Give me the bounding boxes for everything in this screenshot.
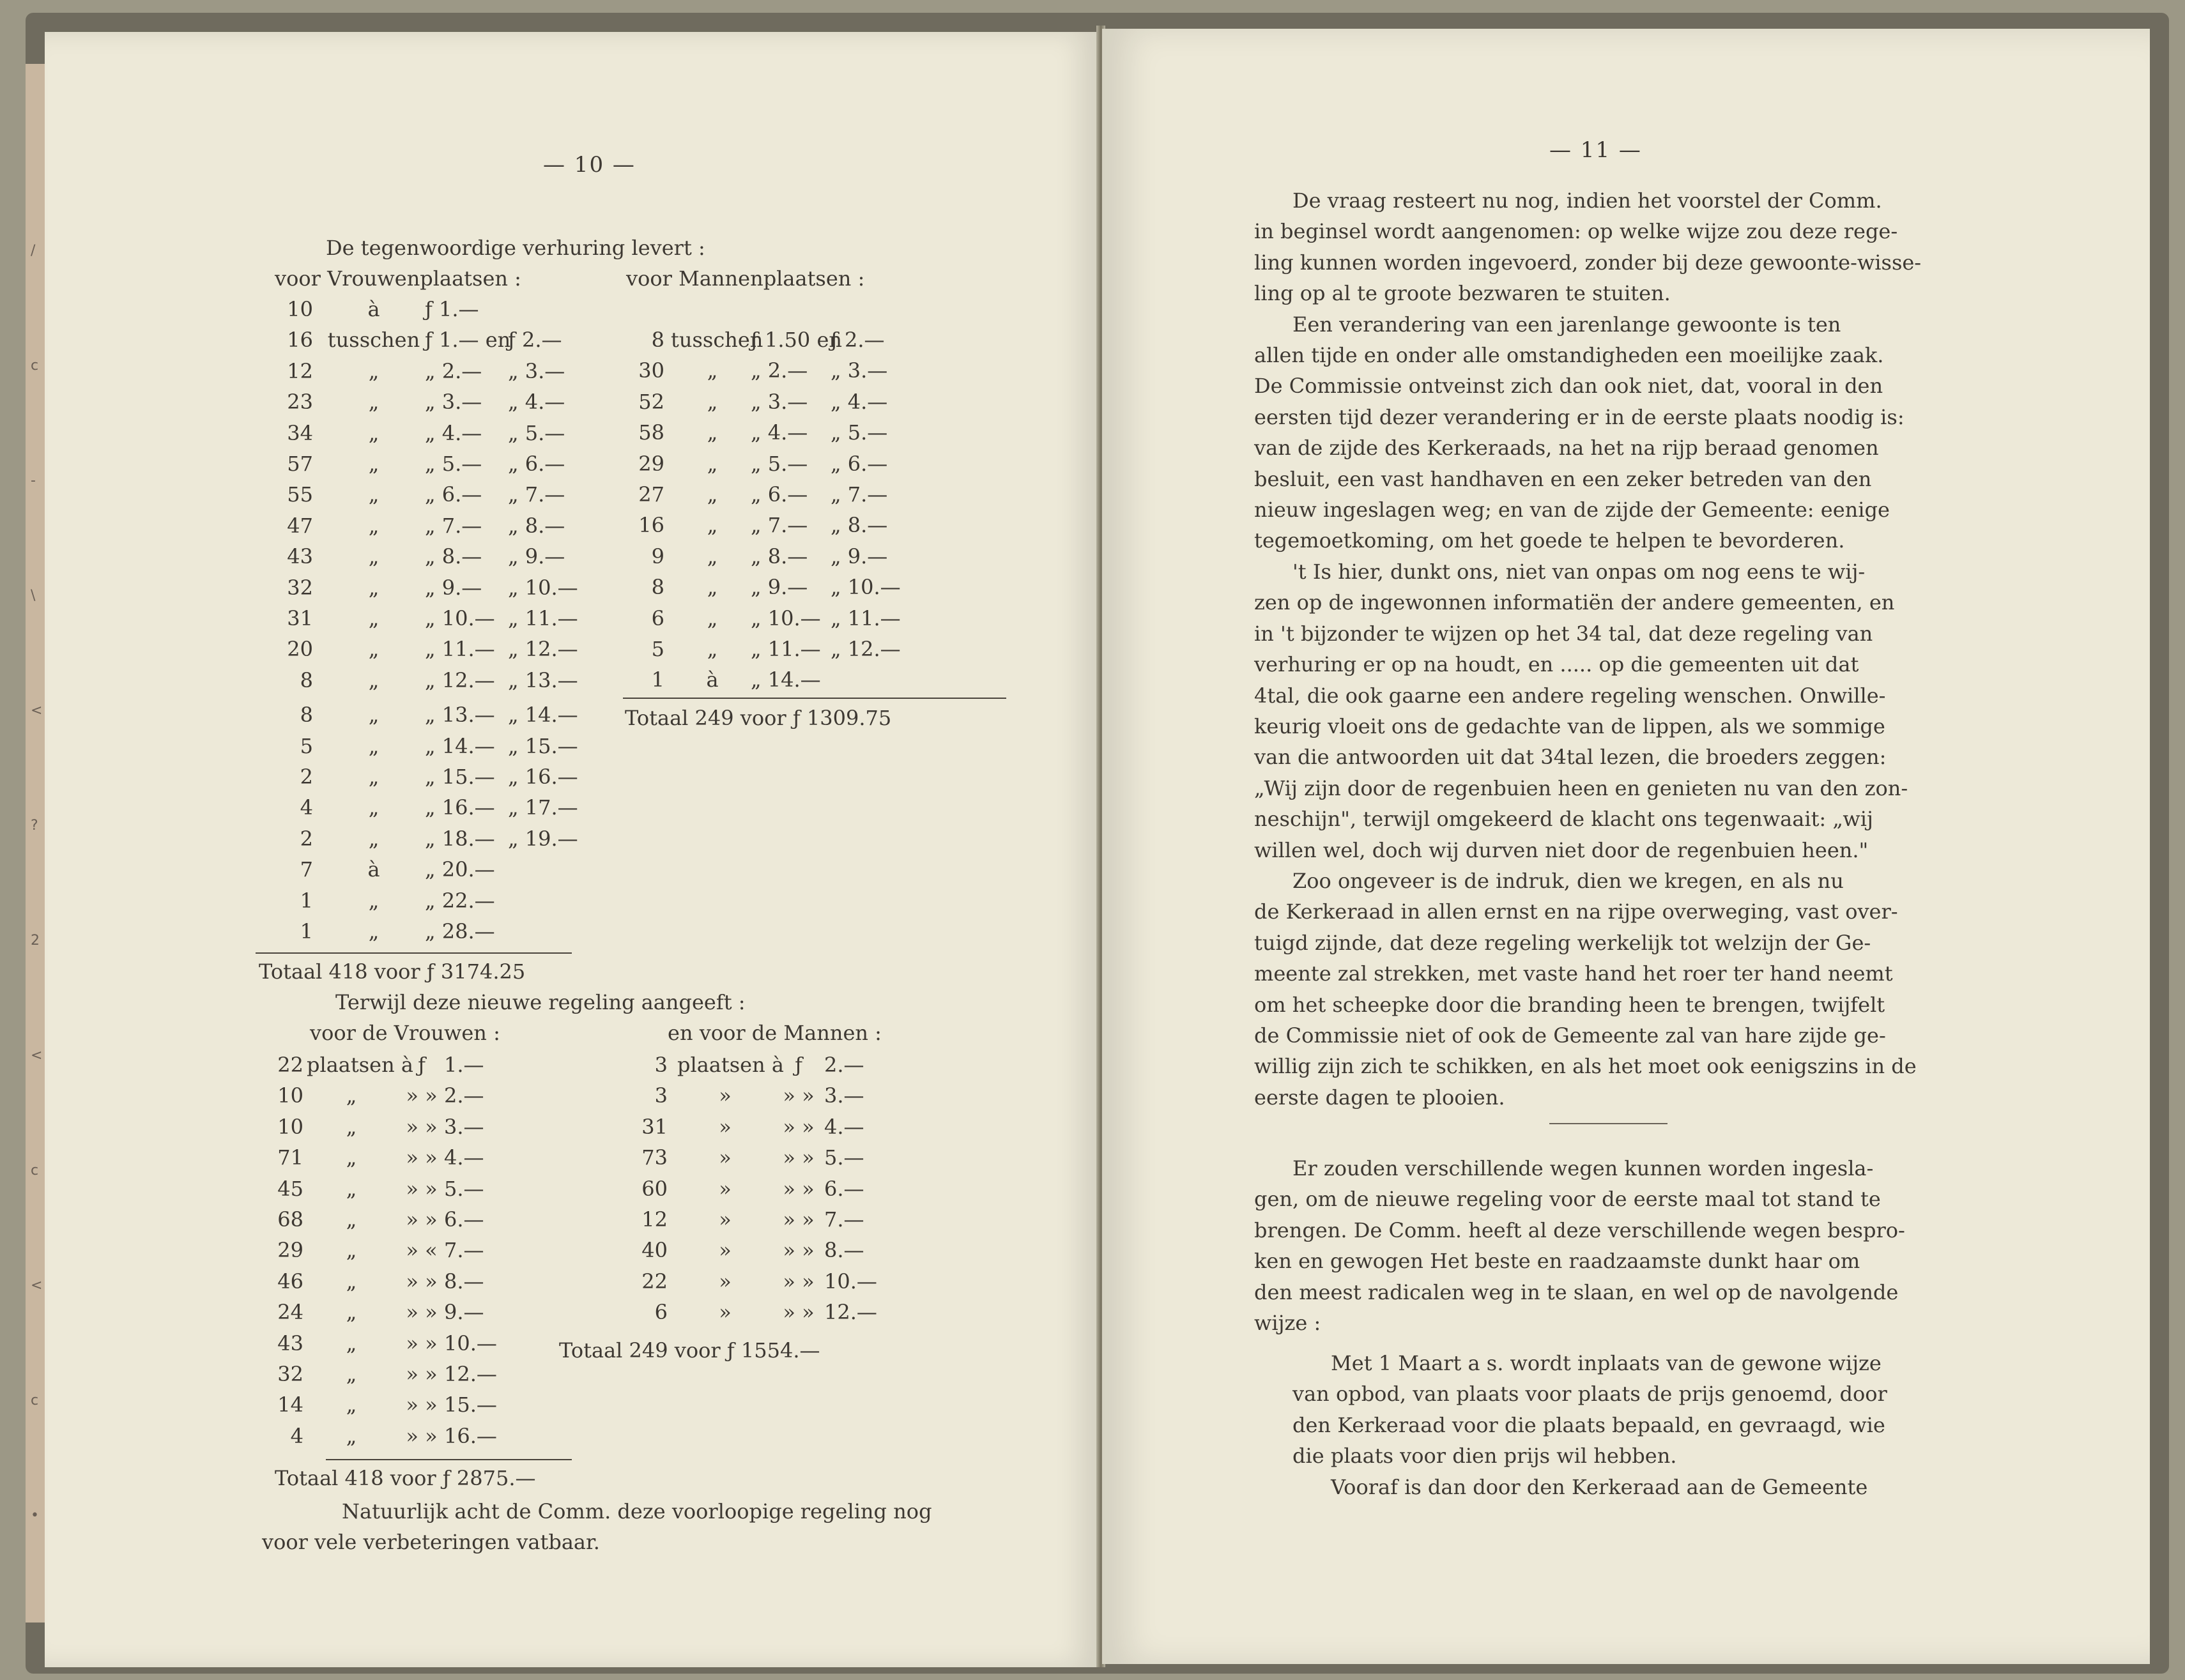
- table-cell-count: 12: [287, 358, 313, 383]
- table-cell-price: » »: [406, 1207, 438, 1232]
- table-cell-price: 7.—: [444, 1238, 484, 1263]
- table-cell-price: 5.—: [444, 1176, 484, 1201]
- table-cell-price: ƒ: [418, 1053, 425, 1077]
- table-cell-price: 6.—: [444, 1207, 484, 1232]
- text-line: in 't bijzonder te wijzen op het 34 tal, dat deze regeling van: [1254, 621, 1873, 646]
- table-cell-count: 1: [300, 919, 313, 943]
- table-cell-price: ƒ 1.— en: [425, 328, 511, 353]
- table-cell-prep: »: [719, 1238, 732, 1263]
- table-cell-price: „ 6.—: [508, 452, 565, 476]
- women-new-total: Totaal 418 voor ƒ 2875.—: [275, 1466, 536, 1490]
- table-cell-price: 12.—: [444, 1362, 497, 1386]
- table-cell-prep: „: [368, 888, 379, 913]
- table-cell-price: „ 19.—: [508, 826, 578, 851]
- table-cell-count: 30: [638, 358, 664, 383]
- text-line: neschijn", terwijl omgekeerd de klacht ons tegenwaait: „wij: [1254, 807, 1873, 832]
- text-line: allen tijde en onder alle omstandigheden een moeilijke zaak.: [1254, 343, 1884, 368]
- text-line: ling kunnen worden ingevoerd, zonder bij deze gewoonte-wisse-: [1254, 250, 1922, 275]
- table-cell-price: „ 6.—: [831, 451, 888, 476]
- paragraph-2: [1254, 1153, 1905, 1338]
- table-cell-count: 31: [287, 606, 313, 630]
- table-cell-price: 3.—: [824, 1083, 864, 1108]
- table-cell-price: 2.—: [444, 1083, 484, 1108]
- text-line: de Commissie niet of ook de Gemeente zal van hare zijde ge-: [1254, 1023, 1886, 1048]
- table-cell-count: 43: [277, 1331, 303, 1355]
- table-cell-count: 20: [287, 637, 313, 662]
- text-line: zen op de ingewonnen informatiën der andere gemeenten, en: [1254, 590, 1895, 615]
- table-cell-price: „ 7.—: [751, 513, 808, 538]
- right-page: [1102, 29, 2150, 1664]
- table-cell-prep: „: [707, 451, 718, 476]
- table-cell-count: 8: [300, 703, 313, 728]
- table-cell-count: 23: [287, 390, 313, 415]
- table-cell-price: „ 3.—: [751, 389, 808, 414]
- table-cell-prep: à: [706, 668, 719, 692]
- table-cell-prep: „: [368, 733, 379, 758]
- table-cell-price: » »: [406, 1331, 438, 1355]
- table-cell-price: ƒ 2.—: [831, 328, 885, 352]
- table-cell-prep: „: [368, 575, 379, 600]
- table-cell-prep: tusschen: [671, 328, 763, 352]
- table-cell-price: 7.—: [824, 1207, 864, 1232]
- table-cell-count: 14: [277, 1393, 303, 1417]
- table-cell-price: „ 14.—: [751, 668, 821, 692]
- table-cell-prep: „: [368, 668, 379, 692]
- closing-line-2: voor vele verbeteringen vatbaar.: [262, 1530, 600, 1554]
- table-cell-count: 45: [277, 1176, 303, 1201]
- table-cell-prep: „: [346, 1114, 357, 1139]
- text-line: die plaats voor dien prijs wil hebben.: [1292, 1444, 1677, 1469]
- paragraph-3: [1254, 1348, 1887, 1502]
- text-line: gen, om de nieuwe regeling voor de eerste maal tot stand te: [1254, 1187, 1881, 1212]
- table-cell-prep: „: [707, 358, 718, 383]
- page-edge-mark: 2: [31, 933, 40, 949]
- men-header: voor Mannenplaatsen :: [626, 266, 865, 291]
- table-cell-count: 4: [300, 795, 313, 820]
- page-edge-mark: <: [31, 1048, 43, 1064]
- text-line: wijze :: [1254, 1311, 1321, 1336]
- text-line: willen wel, doch wij durven niet door de regenbuien heen.": [1254, 837, 1869, 862]
- text-line: besluit, een vast handhaven en een zeker betreden van den: [1254, 466, 1872, 491]
- table-cell-prep: „: [346, 1176, 357, 1201]
- table-cell-price: » »: [406, 1114, 438, 1139]
- text-line: meente zal strekken, met vaste hand het roer ter hand neemt: [1254, 961, 1893, 986]
- table-cell-prep: „: [368, 795, 379, 820]
- table-cell-price: » »: [783, 1207, 815, 1232]
- table-cell-prep: „: [346, 1145, 357, 1170]
- table-cell-prep: „: [707, 513, 718, 538]
- table-cell-price: » »: [783, 1145, 815, 1170]
- text-line: De vraag resteert nu nog, indien het voorstel der Comm.: [1292, 188, 1882, 213]
- table-cell-count: 71: [277, 1145, 303, 1170]
- table-cell-price: „ 28.—: [425, 919, 495, 943]
- table-cell-price: » »: [783, 1114, 815, 1139]
- table-cell-price: „ 14.—: [508, 703, 578, 728]
- table-cell-price: „ 10.—: [425, 606, 495, 630]
- table-cell-count: 6: [651, 606, 664, 630]
- table-cell-price: „ 9.—: [425, 575, 482, 600]
- table-cell-price: „ 5.—: [751, 451, 808, 476]
- men-total-rule: [623, 698, 1006, 699]
- table-cell-prep: „: [707, 482, 718, 507]
- table-cell-prep: „: [368, 703, 379, 728]
- table-cell-count: 10: [277, 1083, 303, 1108]
- page-edge-mark: c: [31, 1393, 39, 1409]
- table-cell-price: » »: [406, 1393, 438, 1417]
- table-cell-count: 31: [641, 1114, 668, 1139]
- table-cell-price: „ 11.—: [508, 606, 578, 630]
- table-cell-prep: „: [707, 637, 718, 661]
- table-cell-price: „ 9.—: [508, 544, 565, 569]
- text-line: Er zouden verschillende wegen kunnen worden ingesla-: [1292, 1156, 1874, 1180]
- women-new-rule: [326, 1459, 572, 1460]
- table-cell-price: „ 12.—: [425, 668, 495, 692]
- table-cell-price: „ 7.—: [425, 513, 482, 538]
- table-cell-price: „ 7.—: [831, 482, 888, 507]
- table-cell-price: 5.—: [824, 1145, 864, 1170]
- table-cell-prep: »: [719, 1176, 732, 1201]
- page-edge-mark: <: [31, 1278, 43, 1294]
- table-cell-prep: „: [346, 1300, 357, 1325]
- table-cell-price: „ 7.—: [508, 482, 565, 507]
- table-cell-price: „ 13.—: [425, 703, 495, 728]
- text-line: van de zijde des Kerkeraads, na het na rijp beraad genomen: [1254, 436, 1879, 461]
- table-cell-prep: »: [719, 1300, 732, 1325]
- table-cell-count: 4: [290, 1423, 303, 1448]
- table-cell-count: 7: [300, 857, 313, 882]
- table-cell-price: » »: [406, 1423, 438, 1448]
- table-cell-price: „ 14.—: [425, 733, 495, 758]
- table-cell-price: „ 12.—: [508, 637, 578, 662]
- text-line: den meest radicalen weg in te slaan, en wel op de navolgende: [1254, 1279, 1899, 1304]
- text-line: eerste dagen te plooien.: [1254, 1085, 1505, 1110]
- table-cell-count: 12: [641, 1207, 668, 1232]
- table-cell-prep: „: [346, 1269, 357, 1294]
- page-edge-mark: ?: [31, 818, 38, 834]
- table-cell-count: 32: [277, 1362, 303, 1386]
- table-cell-prep: plaatsen à: [677, 1053, 784, 1077]
- table-cell-price: „ 11.—: [751, 637, 821, 661]
- table-cell-count: 8: [651, 575, 664, 600]
- table-cell-prep: „: [368, 420, 379, 445]
- table-cell-count: 22: [641, 1269, 668, 1294]
- table-cell-price: 10.—: [824, 1269, 877, 1294]
- page-edge-mark: c: [31, 358, 39, 374]
- table-cell-count: 8: [651, 328, 664, 352]
- table-cell-price: ƒ: [795, 1053, 802, 1077]
- table-cell-price: „ 13.—: [508, 668, 578, 692]
- table-cell-price: 16.—: [444, 1423, 497, 1448]
- table-cell-price: » »: [783, 1300, 815, 1325]
- text-line: ken en gewogen Het beste en raadzaamste dunkt haar om: [1254, 1249, 1860, 1274]
- table-cell-price: » »: [406, 1300, 438, 1325]
- table-cell-count: 55: [287, 482, 313, 507]
- table-cell-prep: „: [368, 765, 379, 789]
- table-cell-count: 16: [638, 513, 664, 538]
- table-cell-prep: „: [346, 1423, 357, 1448]
- table-cell-prep: „: [368, 826, 379, 851]
- table-cell-price: „ 9.—: [831, 544, 888, 569]
- men-new-total: Totaal 249 voor ƒ 1554.—: [559, 1338, 820, 1363]
- table-cell-count: 10: [287, 297, 313, 321]
- text-line: Zoo ongeveer is de indruk, dien we kregen, en als nu: [1292, 868, 1844, 893]
- women-header: voor Vrouwenplaatsen :: [275, 266, 521, 291]
- text-line: nieuw ingeslagen weg; en van de zijde der Gemeente: eenige: [1254, 498, 1890, 523]
- table-cell-price: „ 6.—: [425, 482, 482, 507]
- table-cell-count: 24: [277, 1300, 303, 1325]
- text-line: tuigd zijnde, dat deze regeling werkelijk tot welzijn der Ge-: [1254, 930, 1871, 955]
- table-cell-price: „ 2.—: [425, 358, 482, 383]
- page-edge-mark: -: [31, 473, 36, 489]
- table-cell-price: 2.—: [824, 1053, 864, 1077]
- table-cell-price: „ 5.—: [831, 420, 888, 445]
- table-cell-prep: „: [707, 389, 718, 414]
- table-cell-count: 1: [300, 888, 313, 913]
- text-line: 4tal, die ook gaarne een andere regeling wenschen. Onwille-: [1254, 683, 1886, 708]
- men-current-total: Totaal 249 voor ƒ 1309.75: [625, 706, 892, 730]
- table-cell-price: ƒ 1.—: [425, 297, 479, 321]
- table-cell-count: 73: [641, 1145, 668, 1170]
- table-cell-price: „ 5.—: [425, 452, 482, 476]
- table-cell-price: 9.—: [444, 1300, 484, 1325]
- table-cell-count: 34: [287, 420, 313, 445]
- table-cell-price: » »: [406, 1145, 438, 1170]
- table-cell-price: „ 11.—: [831, 606, 901, 630]
- page-edge-mark: \: [31, 588, 36, 604]
- table-cell-prep: „: [368, 606, 379, 630]
- table-cell-prep: „: [707, 420, 718, 445]
- table-cell-count: 1: [651, 668, 664, 692]
- table-cell-count: 29: [638, 451, 664, 476]
- table-cell-prep: »: [719, 1083, 732, 1108]
- table-cell-price: 12.—: [824, 1300, 877, 1325]
- table-cell-prep: „: [707, 575, 718, 600]
- text-line: van opbod, van plaats voor plaats de prijs genoemd, door: [1292, 1382, 1887, 1407]
- table-cell-price: „ 3.—: [831, 358, 888, 383]
- text-line: keurig vloeit ons de gedachte van de lippen, als we sommige: [1254, 714, 1885, 738]
- table-cell-price: „ 20.—: [425, 857, 495, 882]
- table-cell-count: 2: [300, 826, 313, 851]
- table-cell-prep: „: [346, 1362, 357, 1386]
- table-cell-prep: à: [367, 857, 380, 882]
- table-cell-price: „ 22.—: [425, 888, 495, 913]
- table-cell-price: „ 8.—: [831, 513, 888, 538]
- table-cell-count: 9: [651, 544, 664, 569]
- table-cell-prep: „: [368, 919, 379, 943]
- table-cell-prep: „: [346, 1393, 357, 1417]
- table-cell-price: „ 17.—: [508, 795, 578, 820]
- table-cell-count: 16: [287, 328, 313, 353]
- table-cell-prep: „: [368, 513, 379, 538]
- table-cell-prep: „: [368, 452, 379, 476]
- table-cell-price: „ 3.—: [508, 358, 565, 383]
- intro-line: De tegenwoordige verhuring levert :: [326, 236, 705, 260]
- text-line: om het scheepke door die branding heen te brengen, twijfelt: [1254, 992, 1885, 1017]
- table-cell-count: 32: [287, 575, 313, 600]
- page-edge-mark: c: [31, 1163, 39, 1179]
- table-cell-price: „ 9.—: [751, 575, 808, 600]
- table-cell-price: » »: [783, 1238, 815, 1263]
- table-cell-count: 10: [277, 1114, 303, 1139]
- table-cell-prep: »: [719, 1114, 732, 1139]
- table-cell-prep: „: [368, 637, 379, 662]
- table-cell-prep: »: [719, 1207, 732, 1232]
- table-cell-price: ƒ 2.—: [508, 328, 562, 353]
- table-cell-prep: „: [346, 1083, 357, 1108]
- table-cell-count: 40: [641, 1238, 668, 1263]
- paragraph-1: [1254, 185, 1921, 1113]
- table-cell-price: „ 18.—: [425, 826, 495, 851]
- new-intro: Terwijl deze nieuwe regeling aangeeft :: [335, 990, 746, 1014]
- table-cell-price: » »: [406, 1269, 438, 1294]
- table-cell-price: „ 10.—: [508, 575, 578, 600]
- table-cell-price: „ 16.—: [425, 795, 495, 820]
- table-cell-price: 6.—: [824, 1176, 864, 1201]
- table-cell-price: „ 3.—: [425, 390, 482, 415]
- table-cell-prep: tusschen: [327, 328, 420, 353]
- table-cell-price: „ 4.—: [425, 420, 482, 445]
- table-cell-count: 8: [300, 668, 313, 692]
- table-cell-price: 15.—: [444, 1393, 497, 1417]
- table-cell-prep: „: [368, 390, 379, 415]
- text-line: ling op al te groote bezwaren te stuiten.: [1254, 281, 1671, 306]
- table-cell-price: » »: [406, 1176, 438, 1201]
- text-line: willig zijn zich te schikken, en als het moet ook eenigszins in de: [1254, 1054, 1917, 1079]
- table-cell-count: 47: [287, 513, 313, 538]
- table-cell-price: » »: [406, 1362, 438, 1386]
- table-cell-price: „ 15.—: [508, 733, 578, 758]
- table-cell-price: „ 8.—: [425, 544, 482, 569]
- table-cell-price: „ 10.—: [751, 606, 821, 630]
- text-line: in beginsel wordt aangenomen: op welke wijze zou deze rege-: [1254, 219, 1898, 244]
- table-cell-count: 3: [654, 1053, 668, 1077]
- table-cell-count: 68: [277, 1207, 303, 1232]
- page-number: — 11 —: [1549, 137, 1642, 163]
- table-cell-price: 4.—: [824, 1114, 864, 1139]
- table-cell-price: 8.—: [824, 1238, 864, 1263]
- table-cell-prep: „: [346, 1207, 357, 1232]
- table-cell-prep: à: [367, 297, 380, 321]
- table-cell-price: 10.—: [444, 1331, 497, 1355]
- table-cell-price: „ 6.—: [751, 482, 808, 507]
- left-page: [45, 32, 1099, 1667]
- table-cell-price: „ 11.—: [425, 637, 495, 662]
- table-cell-price: » «: [406, 1238, 438, 1263]
- text-line: Met 1 Maart a s. wordt inplaats van de gewone wijze: [1331, 1351, 1882, 1375]
- women-total-rule: [256, 952, 572, 954]
- men-new-header: en voor de Mannen :: [668, 1021, 882, 1045]
- table-cell-count: 5: [651, 637, 664, 661]
- table-cell-price: „ 8.—: [751, 544, 808, 569]
- women-new-header: voor de Vrouwen :: [310, 1021, 500, 1045]
- table-cell-prep: „: [707, 544, 718, 569]
- table-cell-prep: „: [368, 358, 379, 383]
- table-cell-count: 3: [654, 1083, 668, 1108]
- text-line: verhuring er op na houdt, en ..... op die gemeenten uit dat: [1254, 652, 1859, 677]
- page-edge-mark: <: [31, 703, 43, 719]
- table-cell-price: „ 5.—: [508, 420, 565, 445]
- text-line: 't Is hier, dunkt ons, niet van onpas om nog eens te wij-: [1292, 559, 1866, 584]
- page-number: — 10 —: [543, 152, 636, 178]
- table-cell-price: „ 4.—: [831, 389, 888, 414]
- table-cell-prep: »: [719, 1145, 732, 1170]
- table-cell-count: 22: [277, 1053, 303, 1077]
- table-cell-price: » »: [783, 1083, 815, 1108]
- table-cell-price: ƒ 1.50 en: [751, 328, 842, 352]
- text-line: brengen. De Comm. heeft al deze verschillende wegen bespro-: [1254, 1218, 1905, 1242]
- table-cell-prep: „: [346, 1331, 357, 1355]
- table-cell-price: » »: [783, 1176, 815, 1201]
- table-cell-price: „ 12.—: [831, 637, 901, 661]
- table-cell-price: » »: [406, 1083, 438, 1108]
- section-divider: [1549, 1123, 1667, 1124]
- text-line: De Commissie ontveinst zich dan ook niet, dat, vooral in den: [1254, 374, 1883, 399]
- text-line: van die antwoorden uit dat 34tal lezen, die broeders zeggen:: [1254, 745, 1887, 770]
- text-line: eersten tijd dezer verandering er in de eerste plaats noodig is:: [1254, 404, 1905, 429]
- table-cell-price: » »: [783, 1269, 815, 1294]
- table-cell-count: 5: [300, 733, 313, 758]
- table-cell-count: 46: [277, 1269, 303, 1294]
- table-cell-price: „ 8.—: [508, 513, 565, 538]
- table-cell-count: 29: [277, 1238, 303, 1263]
- text-line: tegemoetkoming, om het goede te helpen te bevorderen.: [1254, 528, 1845, 553]
- women-current-total: Totaal 418 voor ƒ 3174.25: [259, 959, 526, 984]
- page-edge-mark: •: [31, 1508, 39, 1523]
- text-line: Een verandering van een jarenlange gewoonte is ten: [1292, 312, 1841, 337]
- text-line: den Kerkeraad voor die plaats bepaald, en gevraagd, wie: [1292, 1412, 1885, 1437]
- text-line: Vooraf is dan door den Kerkeraad aan de Gemeente: [1331, 1474, 1868, 1499]
- table-cell-price: „ 10.—: [831, 575, 901, 600]
- table-cell-prep: „: [368, 544, 379, 569]
- table-cell-price: „ 16.—: [508, 765, 578, 789]
- table-cell-price: 1.—: [444, 1053, 484, 1077]
- text-line: de Kerkeraad in allen ernst en na rijpe overweging, vast over-: [1254, 899, 1898, 924]
- table-cell-prep: „: [707, 606, 718, 630]
- table-cell-prep: plaatsen à: [307, 1053, 413, 1077]
- text-line: „Wij zijn door de regenbuien heen en genieten nu van den zon-: [1254, 775, 1908, 800]
- table-cell-count: 27: [638, 482, 664, 507]
- table-cell-price: 3.—: [444, 1114, 484, 1139]
- table-cell-count: 57: [287, 452, 313, 476]
- table-cell-prep: „: [368, 482, 379, 507]
- table-cell-count: 60: [641, 1176, 668, 1201]
- table-cell-price: „ 15.—: [425, 765, 495, 789]
- table-cell-prep: „: [346, 1238, 357, 1263]
- table-cell-prep: »: [719, 1269, 732, 1294]
- table-cell-price: „ 4.—: [508, 390, 565, 415]
- table-cell-price: 4.—: [444, 1145, 484, 1170]
- table-cell-count: 2: [300, 765, 313, 789]
- closing-line-1: Natuurlijk acht de Comm. deze voorloopige regeling nog: [342, 1499, 932, 1523]
- table-cell-count: 52: [638, 389, 664, 414]
- table-cell-count: 6: [654, 1300, 668, 1325]
- page-edge-mark: /: [31, 243, 36, 259]
- table-cell-price: „ 4.—: [751, 420, 808, 445]
- table-cell-price: 8.—: [444, 1269, 484, 1294]
- table-cell-count: 43: [287, 544, 313, 569]
- table-cell-count: 58: [638, 420, 664, 445]
- table-cell-price: „ 2.—: [751, 358, 808, 383]
